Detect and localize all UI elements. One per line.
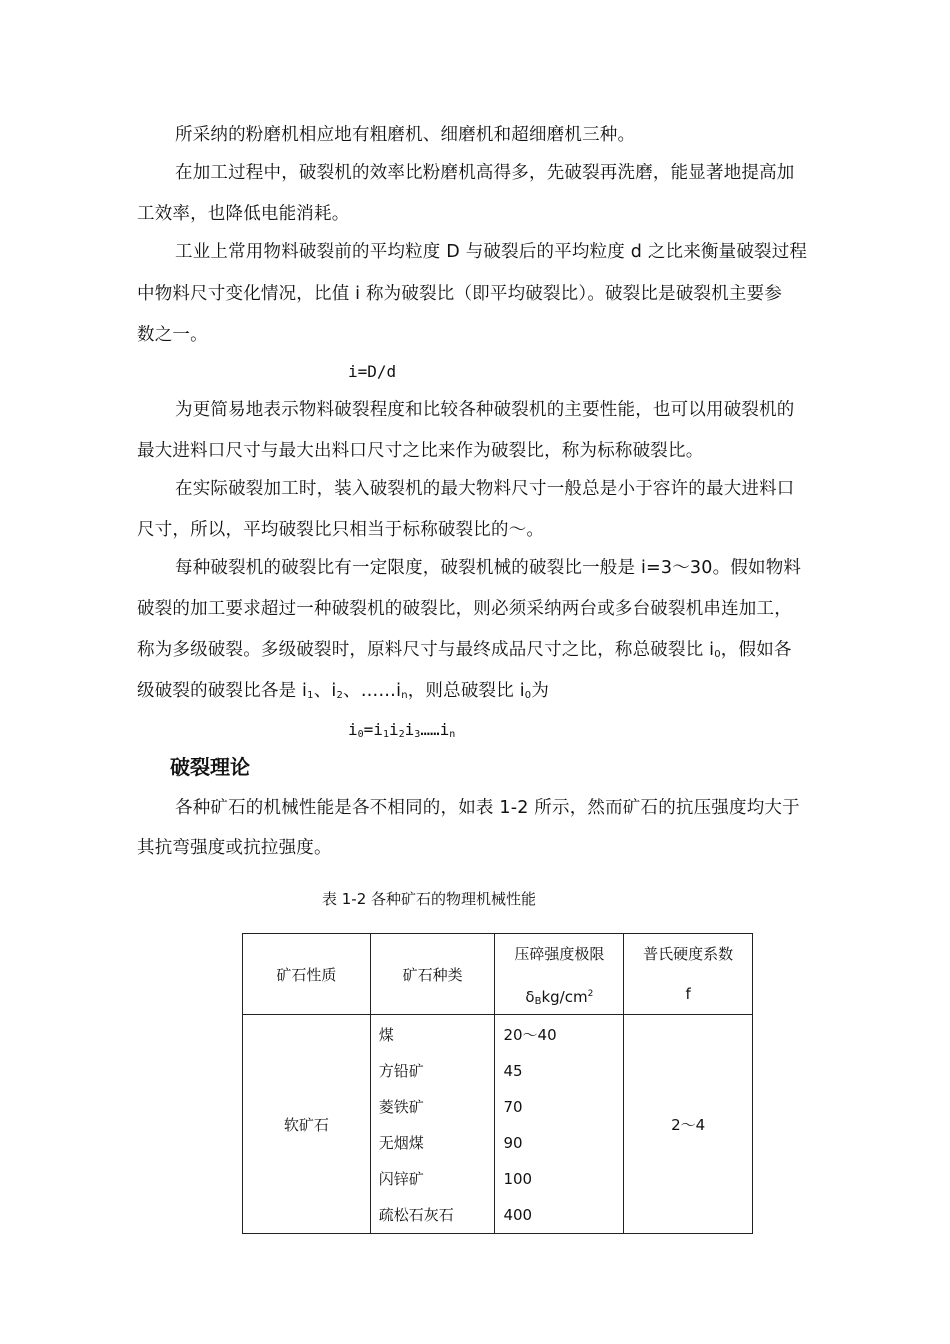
header-line: f	[685, 985, 691, 1003]
table-row	[243, 1015, 753, 1234]
header-ore-property: 矿石性质	[243, 934, 371, 1015]
subscript: 0	[714, 649, 721, 660]
paragraph-line: 工业上常用物料破裂前的平均粒度 D 与破裂后的平均粒度 d 之比来衡量破裂过程	[175, 242, 808, 262]
ore-type-item: 闪锌矿	[378, 1170, 424, 1188]
cell-ore-property: 软矿石	[243, 1015, 371, 1234]
header-line: 压碎强度极限	[514, 945, 605, 963]
header-hardness-coefficient	[624, 934, 753, 1015]
paragraph-line	[137, 679, 549, 708]
text-run: kg/cm	[541, 988, 588, 1006]
text-run: 称为多级破裂。多级破裂时，原料尺寸与最终成品尺寸之比，称总破裂比 i	[137, 640, 715, 660]
paragraph-line: 其抗弯强度或抗拉强度。	[137, 838, 332, 858]
paragraph-line: 为更简易地表示物料破裂程度和比较各种破裂机的主要性能，也可以用破裂机的	[175, 400, 795, 420]
paragraph-line: 中物料尺寸变化情况，比值 i 称为破裂比（即平均破裂比）。破裂比是破裂机主要参	[137, 284, 783, 304]
paragraph-line: 在加工过程中，破裂机的效率比粉磨机高得多，先破裂再洗磨，能显著地提高加	[175, 163, 795, 183]
ore-type-item: 菱铁矿	[378, 1098, 424, 1116]
subscript: 0	[524, 690, 532, 701]
text-run: 、……i	[343, 681, 402, 701]
formula-crushing-ratio: i=D/d	[348, 362, 397, 381]
strength-value: 100	[503, 1170, 533, 1188]
text-run: =i	[363, 720, 383, 739]
subscript: 2	[398, 729, 405, 740]
text-run: i	[348, 720, 358, 739]
paragraph-line	[137, 638, 792, 667]
text-run: ……i	[420, 720, 450, 739]
text-run: ，则总破裂比 i	[407, 681, 525, 701]
text-run: i	[404, 720, 415, 739]
ore-type-item: 疏松石灰石	[378, 1206, 454, 1224]
section-heading: 破裂理论	[170, 755, 250, 779]
text-run: 为	[531, 681, 550, 701]
text-run: ，假如各	[720, 640, 792, 660]
strength-value: 90	[503, 1134, 523, 1152]
strength-value: 70	[503, 1098, 523, 1116]
table-header-row	[243, 934, 753, 1015]
cell-hardness: 2～4	[624, 1015, 753, 1234]
cell-strength-values	[495, 1015, 624, 1234]
ore-type-item: 无烟煤	[378, 1134, 424, 1152]
subscript: 1	[382, 729, 389, 740]
formula-total-ratio	[348, 720, 455, 740]
paragraph-line: 最大进料口尺寸与最大出料口尺寸之比来作为破裂比，称为标称破裂比。	[137, 441, 704, 461]
table-caption: 表 1-2 各种矿石的物理机械性能	[322, 890, 537, 908]
header-line: 普氏硬度系数	[643, 945, 734, 963]
paragraph-line: 破裂的加工要求超过一种破裂机的破裂比，则必须采纳两台或多台破裂机串连加工，	[137, 599, 792, 619]
paragraph-line: 尺寸，所以，平均破裂比只相当于标称破裂比的～。	[137, 520, 545, 540]
text-run: 级破裂的破裂比各是 i	[137, 681, 308, 701]
subscript: 3	[414, 729, 421, 740]
paragraph-line: 工效率，也降低电能消耗。	[137, 204, 350, 224]
text-run: i	[388, 720, 399, 739]
cell-ore-types	[370, 1015, 495, 1234]
header-ore-type: 矿石种类	[370, 934, 495, 1015]
text-run: 、i	[313, 681, 337, 701]
header-unit-line	[495, 974, 623, 1014]
subscript: 0	[357, 729, 364, 740]
subscript: 1	[307, 690, 314, 701]
ore-type-item: 方铅矿	[378, 1062, 424, 1080]
text-run: δ	[525, 988, 535, 1006]
ore-properties-table	[242, 933, 753, 1234]
ore-type-item: 煤	[378, 1026, 394, 1044]
paragraph-line: 每种破裂机的破裂比有一定限度，破裂机械的破裂比一般是 i=3～30。假如物料	[175, 558, 802, 578]
paragraph-line: 在实际破裂加工时，装入破裂机的最大物料尺寸一般总是小于容许的最大进料口	[175, 479, 795, 499]
strength-value: 20～40	[503, 1026, 557, 1044]
subscript: n	[401, 690, 408, 701]
header-compressive-strength	[495, 934, 624, 1015]
subscript: B	[534, 996, 542, 1007]
paragraph-line: 所采纳的粉磨机相应地有粗磨机、细磨机和超细磨机三种。	[175, 125, 636, 145]
paragraph-line: 数之一。	[137, 325, 208, 345]
subscript: n	[449, 729, 456, 740]
paragraph-line: 各种矿石的机械性能是各不相同的，如表 1-2 所示，然而矿石的抗压强度均大于	[175, 798, 800, 818]
strength-value: 400	[503, 1206, 533, 1224]
strength-value: 45	[503, 1062, 523, 1080]
superscript: 2	[587, 989, 594, 999]
subscript: 2	[336, 690, 344, 701]
